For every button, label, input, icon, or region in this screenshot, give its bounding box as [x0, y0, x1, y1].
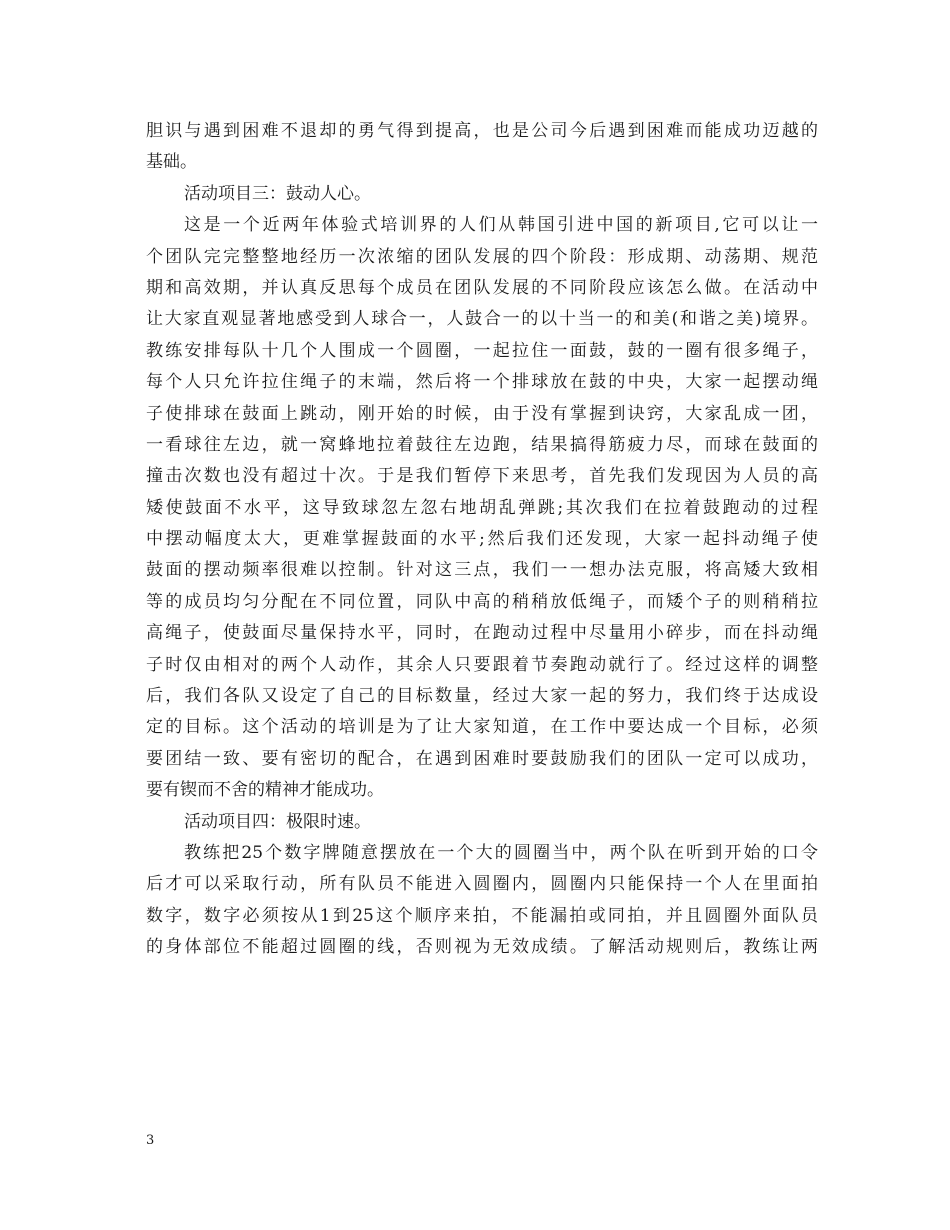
text-line: 活动项目三：鼓动人心。: [184, 183, 371, 204]
text-line: 等的成员均匀分配在不同位置，同队中高的稍稍放低绳子，而矮个子的则稍稍拉: [146, 591, 818, 612]
text-line: 胆识与遇到困难不退却的勇气得到提高，也是公司今后遇到困难而能成功迈越的: [146, 121, 818, 141]
text-line: 期和高效期，并认真反思每个成员在团队发展的不同阶段应该怎么做。在活动中: [146, 277, 818, 298]
text-line: 活动项目四：极限时速。: [184, 811, 371, 832]
text-line: 的身体部位不能超过圆圈的线，否则视为无效成绩。了解活动规则后，教练让两: [146, 937, 818, 958]
text-line: 后，我们各队又设定了自己的目标数量，经过大家一起的努力，我们终于达成设: [146, 686, 818, 707]
text-line: 一看球往左边，就一窝蜂地拉着鼓往左边跑，结果搞得筋疲力尽，而球在鼓面的: [146, 434, 818, 455]
text-line: 要有锲而不舍的精神才能成功。: [146, 780, 384, 801]
document-body: [146, 116, 818, 964]
text-line: 基础。: [146, 152, 197, 173]
text-line: 子时仅由相对的两个人动作，其余人只要跟着节奏跑动就行了。经过这样的调整: [146, 654, 818, 675]
text-line: 教练安排每队十几个人围成一个圆圈，一起拉住一面鼓，鼓的一圈有很多绳子，: [146, 340, 818, 361]
text-line: 高绳子，使鼓面尽量保持水平，同时，在跑动过程中尽量用小碎步，而在抖动绳: [146, 623, 818, 644]
text-line: 数字，数字必须按从1到25这个顺序来拍，不能漏拍或同拍，并且圆圈外面队员: [146, 905, 818, 926]
text-line: 让大家直观显著地感受到人球合一，人鼓合一的以十当一的和美(和谐之美)境界。: [146, 309, 818, 330]
text-line: 后才可以采取行动，所有队员不能进入圆圈内，圆圈内只能保持一个人在里面拍: [146, 874, 818, 895]
text-line: 中摆动幅度太大，更难掌握鼓面的水平;然后我们还发现，大家一起抖动绳子使: [146, 529, 818, 550]
text-line: 要团结一致、要有密切的配合，在遇到困难时要鼓励我们的团队一定可以成功，: [146, 748, 818, 769]
text-line: 每个人只允许拉住绳子的末端，然后将一个排球放在鼓的中央，大家一起摆动绳: [146, 372, 818, 393]
text-line: 这是一个近两年体验式培训界的人们从韩国引进中国的新项目,它可以让一: [184, 215, 818, 236]
text-line: 子使排球在鼓面上跳动，刚开始的时候，由于没有掌握到诀窍，大家乱成一团，: [146, 403, 818, 424]
text-line: 鼓面的摆动频率很难以控制。针对这三点，我们一一想办法克服，将高矮大致相: [146, 560, 818, 581]
text-line: 教练把25个数字牌随意摆放在一个大的圆圈当中，两个队在听到开始的口令: [184, 842, 818, 863]
page-number: 3: [146, 1133, 155, 1148]
text-line: 个团队完完整整地经历一次浓缩的团队发展的四个阶段：形成期、动荡期、规范: [146, 246, 818, 267]
text-line: 矮使鼓面不水平，这导致球忽左忽右地胡乱弹跳;其次我们在拉着鼓跑动的过程: [146, 497, 818, 518]
text-line: 撞击次数也没有超过十次。于是我们暂停下来思考，首先我们发现因为人员的高: [146, 466, 818, 487]
text-line: 定的目标。这个活动的培训是为了让大家知道，在工作中要达成一个目标，必须: [146, 717, 818, 738]
